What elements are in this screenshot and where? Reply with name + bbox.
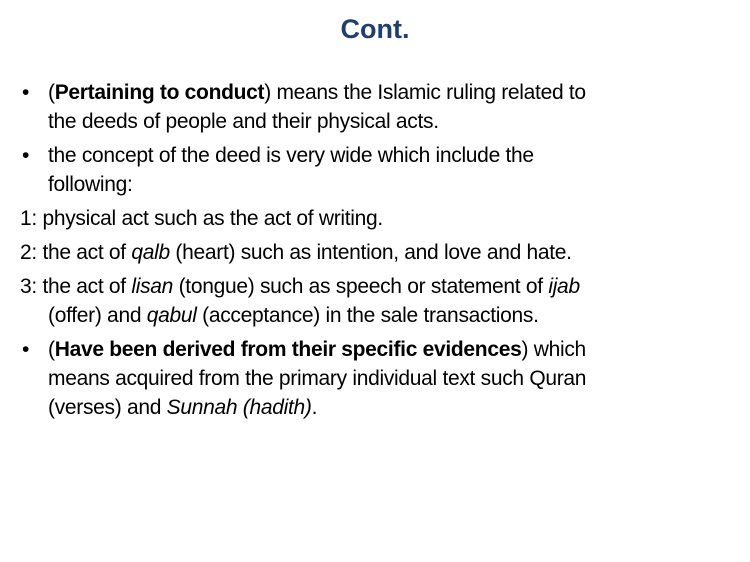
text-line <box>0 335 750 364</box>
slide-title: Cont. <box>340 14 410 44</box>
text-line <box>0 78 750 107</box>
text-span: 1: physical act such as the act of writing. <box>20 207 383 230</box>
text-line <box>0 393 750 422</box>
text-line <box>0 107 750 136</box>
text-span: (acceptance) in the sale transactions. <box>196 304 539 327</box>
italic-text: qalb <box>131 241 170 264</box>
bullet-marker: • <box>22 338 30 361</box>
text-span: (tongue) such as speech or statement of <box>173 275 549 298</box>
text-span: ( <box>48 338 55 361</box>
text-span: 3: the act of <box>20 275 132 298</box>
text-span: ) which <box>521 338 586 361</box>
text-line <box>0 141 750 170</box>
text-span: (verses) and <box>48 396 167 419</box>
text-line <box>0 272 750 301</box>
text-line <box>0 301 750 330</box>
text-span: following: <box>48 173 133 196</box>
text-span: (offer) and <box>48 304 147 327</box>
italic-text: Sunnah (hadith) <box>166 396 312 419</box>
text-line <box>0 364 750 393</box>
text-span: the deeds of people and their physical acts. <box>48 110 439 133</box>
slide-body <box>0 78 750 427</box>
numbered-item <box>0 204 750 233</box>
italic-text: ijab <box>548 275 580 298</box>
bold-text: Have been derived from their specific evidences <box>54 338 522 361</box>
bullet-item <box>0 335 750 422</box>
bullet-marker: • <box>22 144 30 167</box>
bold-text: Pertaining to conduct <box>54 81 265 104</box>
numbered-item <box>0 238 750 267</box>
text-span: . <box>311 396 318 419</box>
text-span: means acquired from the primary individual text such Quran <box>48 367 587 390</box>
text-span: 2: the act of <box>20 241 132 264</box>
text-line <box>0 238 750 267</box>
text-span: (heart) such as intention, and love and hate. <box>169 241 572 264</box>
text-line <box>0 204 750 233</box>
italic-text: qabul <box>146 304 197 327</box>
text-span: ) means the Islamic ruling related to <box>264 81 586 104</box>
text-span: the concept of the deed is very wide which include the <box>48 144 534 167</box>
text-span: ( <box>48 81 55 104</box>
numbered-item <box>0 272 750 330</box>
italic-text: lisan <box>131 275 174 298</box>
bullet-marker: • <box>22 81 30 104</box>
bullet-item <box>0 141 750 199</box>
text-line <box>0 170 750 199</box>
bullet-item <box>0 78 750 136</box>
